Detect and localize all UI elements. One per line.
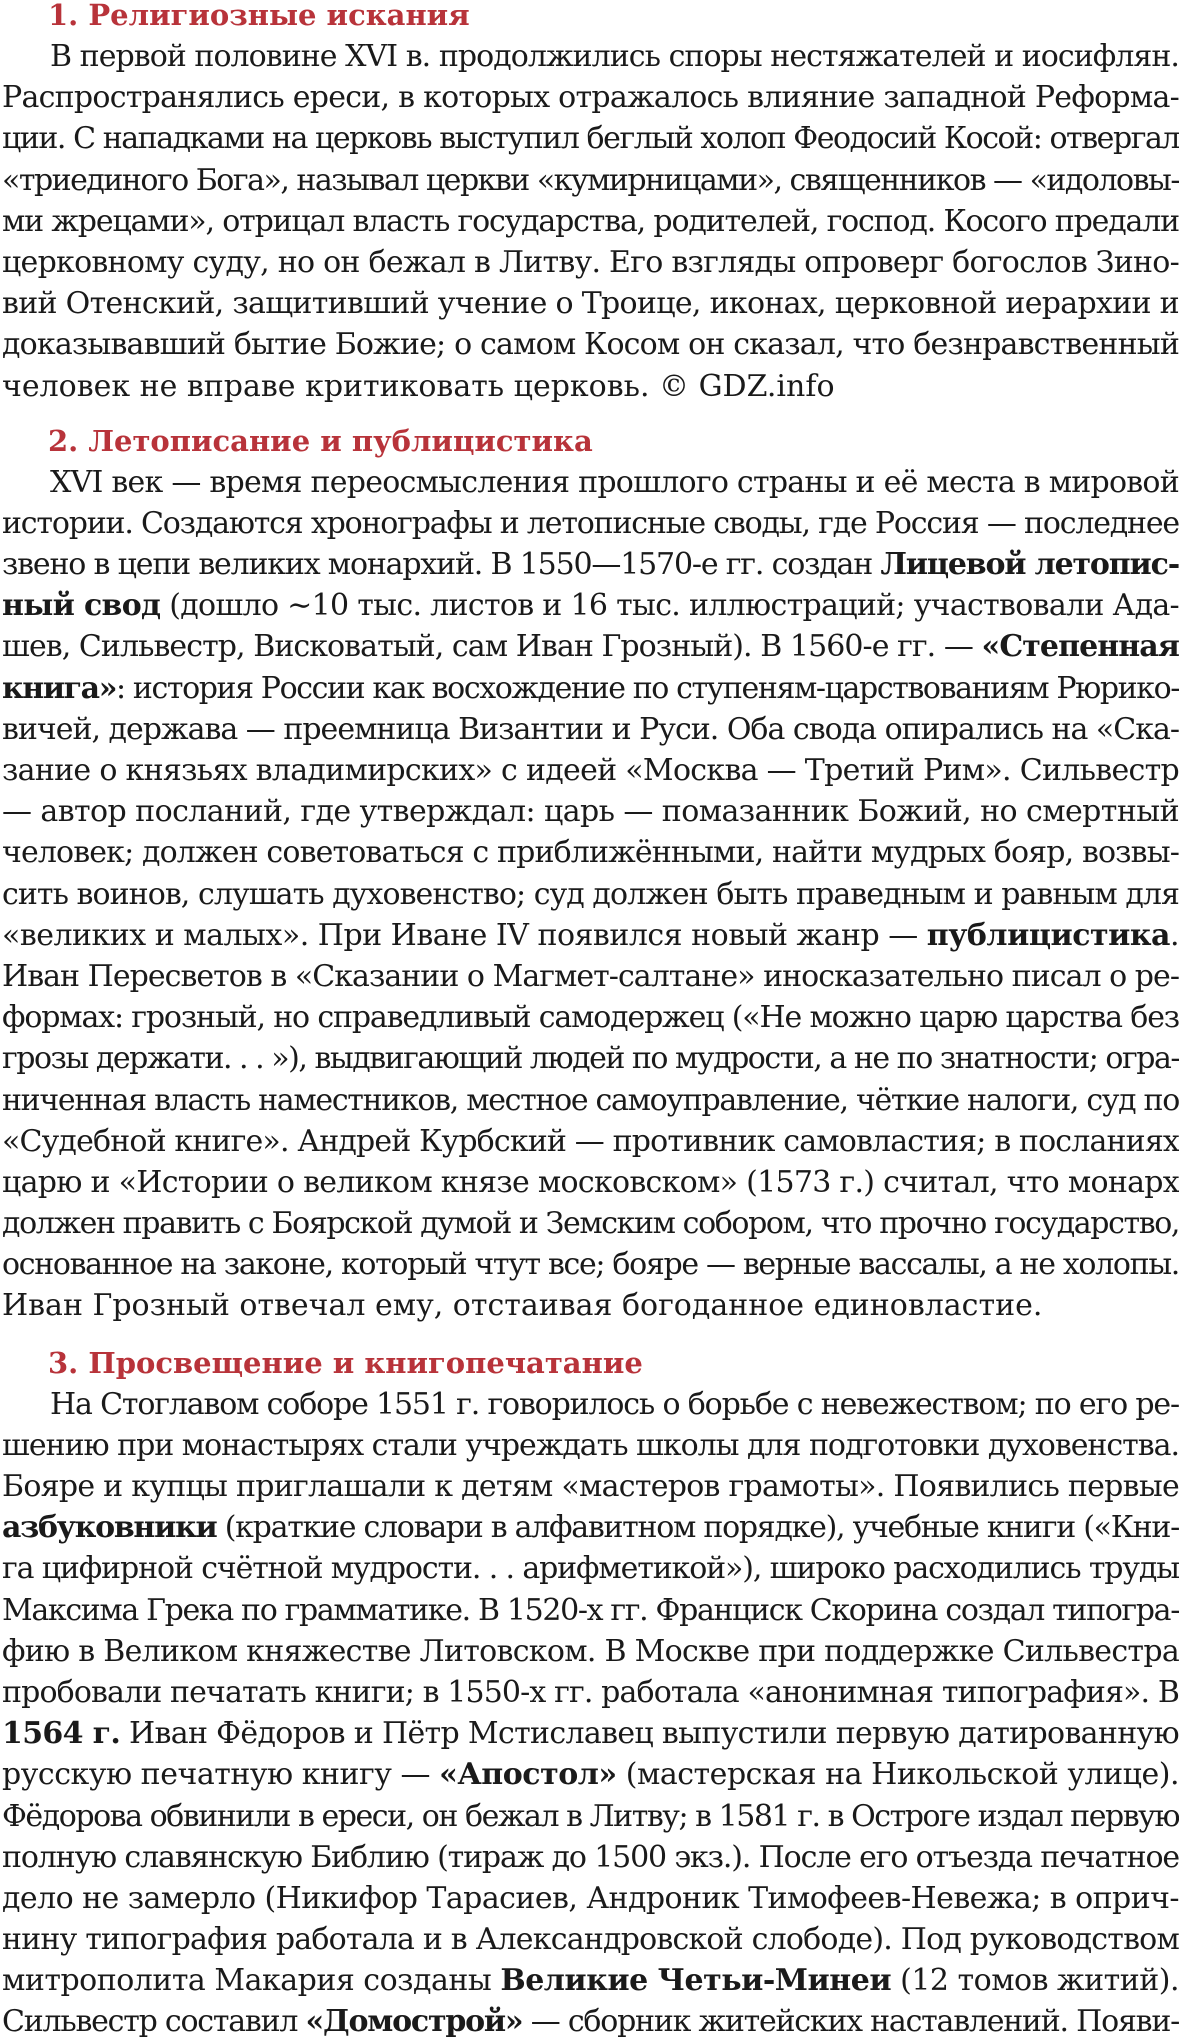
text-line: нину типография работала и в Александровской слободе). Под руководством [2,1922,1179,1958]
text-line: формах: грозный, но справедливый самодержец («Не можно царю царства без [2,1000,1179,1036]
bold-term: «Степенная [981,629,1179,665]
text-line: ми жрецами», отрицал власть государства, родителей, господ. Косого предали [2,203,1179,239]
text-line: зание о князьях владимирских» с идеей «Москва — Третий Рим». Сильвестр [2,753,1179,788]
text-line: истории. Создаются хронографы и летописные своды, где Россия — последнее [2,505,1179,541]
text-line [2,915,1179,956]
text-line: ции. С нападками на церковь выступил беглый холоп Феодосий Косой: отвергал [2,121,1179,157]
text-run: : история России как восхождение по ступеням-царствованиям Рюрико- [116,670,1179,706]
text-run: — сборник житейских наставлений. Появи- [522,2004,1179,2040]
text-line: царю и «Истории о великом князе московском» (1573 г.) считал, что монарх [2,1164,1179,1200]
text-line [2,1507,1179,1548]
text-line: В первой половине XVI в. продолжились споры нестяжателей и иосифлян. [50,39,1179,74]
text-line: фию в Великом княжестве Литовском. В Москве при поддержке Сильвестра [2,1633,1179,1669]
text-line: дело не замерло (Никифор Тарасиев, Андроник Тимофеев-Невежа; в оприч- [2,1880,1179,1916]
text-line [2,1713,1179,1754]
bold-term: «Домострой» [305,2004,523,2040]
text-line: пробовали печатать книги; в 1550-х гг. работала «анонимная типография». В [2,1674,1179,1710]
text-run: (краткие словари в алфавитном порядке), учебные книги («Кни- [216,1510,1179,1546]
text-line: человек; должен советоваться с приближёнными, найти мудрых бояр, возвы- [2,835,1179,871]
text-line: вий Отенский, защитивший учение о Троице, иконах, церковной иерархии и [2,286,1179,322]
text-line: шению при монастырях стали учреждать школы для подготовки духовенства. [2,1427,1179,1463]
text-run: . [1169,917,1179,953]
text-line: вичей, держава — преемница Византии и Руси. Оба свода опирались на «Ска- [2,711,1179,747]
text-run: шев, Сильвестр, Висковатый, сам Иван Грозный). В 1560-е гг. — [2,629,982,665]
text-line: доказывавший бытие Божие; о самом Косом он сказал, что безнравственный [2,327,1179,363]
text-run: (12 томов житий). [891,1963,1179,1999]
paragraph-1 [2,36,1181,407]
text-line: На Стоглавом соборе 1551 г. говорилось о борьбе с невежеством; по его ре- [50,1386,1179,1422]
bold-term: «Апостол» [439,1757,617,1793]
text-line: Бояре и купцы приглашали к детям «мастеров грамоты». Появились первые [2,1469,1179,1504]
bold-term: книга» [2,670,117,706]
text-line: церковному суду, но он бежал в Литву. Его взгляды опроверг богослов Зино- [2,244,1179,280]
section-heading-1: 1. Религиозные искания [48,0,470,32]
text-line: Максима Грека по грамматике. В 1520-х гг. Франциск Скорина создал типогра- [2,1592,1179,1628]
text-line: Иван Пересветов в «Сказании о Магмет-салтане» иносказательно писал о ре- [2,958,1179,994]
text-run: Сильвестр составил [2,2004,306,2040]
text-line: Иван Грозный отвечал ему, отстаивая богоданное единовластие. [2,1288,1043,1324]
text-run: русскую печатную книгу — [2,1757,440,1793]
text-run: (мастерская на Никольской улице). [616,1757,1179,1793]
section-heading-3: 3. Просвещение и книгопечатание [48,1345,643,1380]
text-line: Фёдорова обвинили в ереси, он бежал в Литву; в 1581 г. в Остроге издал первую [2,1798,1179,1834]
bold-term: ный свод [2,588,161,624]
bold-term: азбуковники [2,1510,217,1546]
text-line: полную славянскую Библию (тираж до 1500 экз.). После его отъезда печатное [2,1839,1179,1875]
section-heading-2: 2. Летописание и публицистика [48,423,593,458]
paragraph-3 [2,1384,1181,2043]
text-run: (дошло ∼10 тыс. листов и 16 тыс. иллюстраций; участвовали Ада- [160,588,1179,624]
text-line: — автор посланий, где утверждал: царь — помазанник Божий, но смертный [2,794,1179,830]
text-line [2,1754,1179,1795]
text-line [2,544,1179,585]
text-line [2,1960,1179,2001]
text-line [2,668,1179,709]
text-line: ниченная власть наместников, местное самоуправление, чёткие налоги, суд по [2,1082,1179,1118]
text-line: человек не вправе критиковать церковь. © GDZ.info [2,368,835,404]
bold-term: Великие Четьи-Минеи [500,1963,892,1999]
text-line: Распространялись ереси, в которых отражалось влияние западной Реформа- [2,80,1179,116]
text-line: основанное на законе, который чтут все; бояре — верные вассалы, а не холопы. [2,1247,1179,1283]
bold-term: публицистика [926,917,1170,953]
text-run: звено в цепи великих монархий. В 1550—1570-е гг. создан [2,547,881,583]
text-line: грозы держати. . . »), выдвигающий людей по мудрости, а не по знатности; огра- [2,1041,1179,1077]
paragraph-2 [2,462,1181,1327]
text-line [2,626,1179,667]
text-line: «Судебной книге». Андрей Курбский — противник самовластия; в посланиях [2,1123,1179,1159]
text-line [2,585,1179,626]
text-line: должен править с Боярской думой и Земским собором, что прочно государство, [2,1206,1179,1242]
text-line: «триединого Бога», называл церкви «кумирницами», священников — «идоловы- [2,162,1179,198]
text-line: XVI век — время переосмысления прошлого страны и её места в мировой [50,464,1179,500]
text-run: «великих и малых». При Иване IV появился новый жанр — [2,917,927,953]
text-line: сить воинов, слушать духовенство; суд должен быть праведным и равным для [2,876,1179,912]
text-run: Иван Фёдоров и Пётр Мстиславец выпустили первую датированную [120,1716,1179,1752]
text-line [2,2001,1179,2042]
bold-term: 1564 г. [2,1716,121,1752]
bold-term: Лицевой летопис- [880,547,1179,583]
text-line: га цифирной счётной мудрости. . . арифметикой»), широко расходились труды [2,1551,1179,1587]
text-run: митрополита Макария созданы [2,1963,501,1999]
